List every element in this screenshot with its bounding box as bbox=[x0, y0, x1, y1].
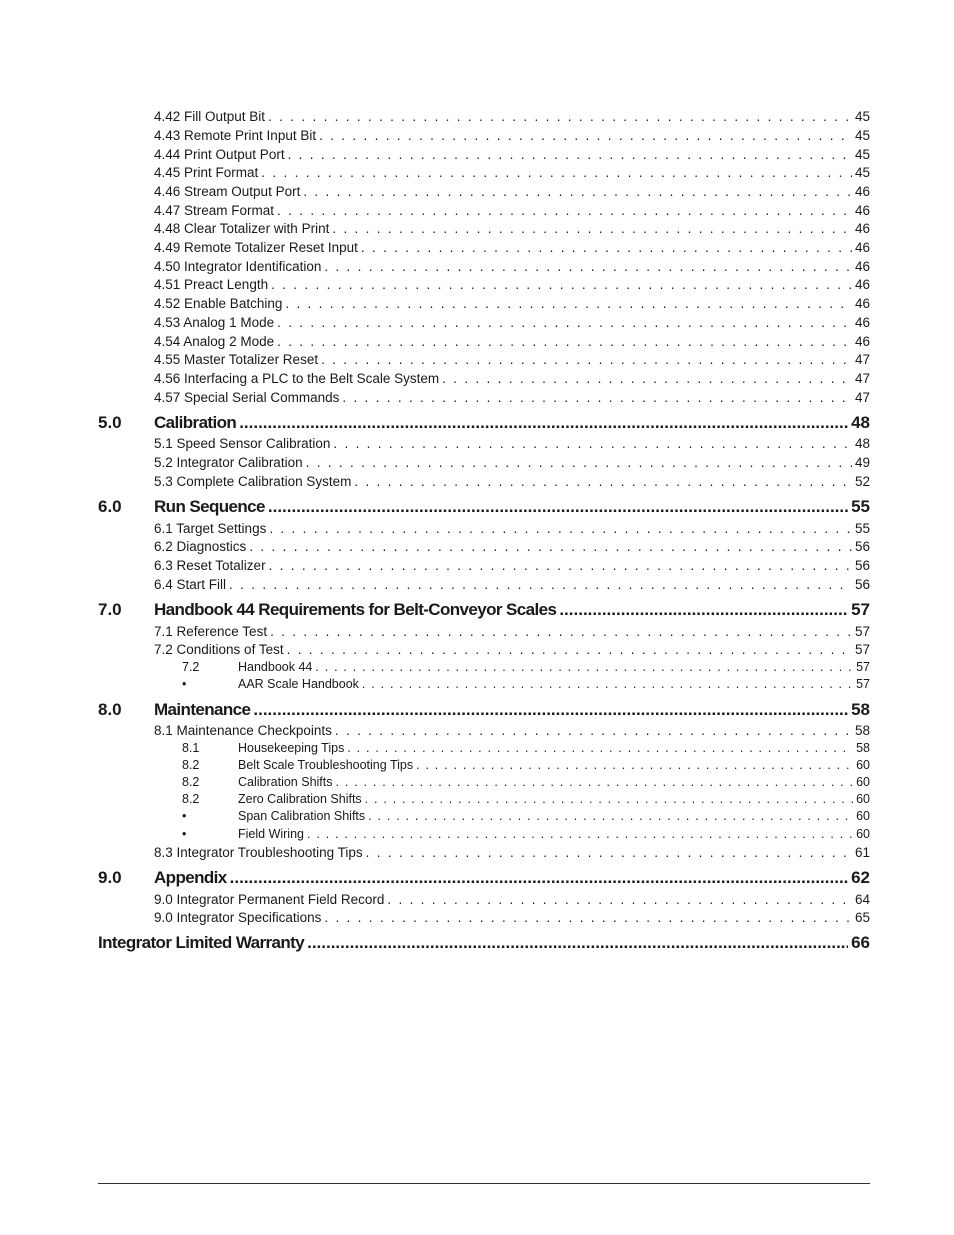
toc-page-number: 46 bbox=[854, 184, 870, 199]
toc-section-entry[interactable] bbox=[154, 908, 870, 927]
toc-page-number: 60 bbox=[856, 792, 870, 806]
toc-page-number: 56 bbox=[854, 539, 870, 554]
toc-entry-title: AAR Scale Handbook bbox=[238, 677, 359, 691]
toc-page-number: 48 bbox=[854, 436, 870, 451]
toc-section-entry[interactable] bbox=[154, 472, 870, 491]
toc-entry-number: 7.0 bbox=[98, 600, 122, 619]
toc-entry-title: Belt Scale Troubleshooting Tips bbox=[238, 758, 414, 772]
toc-page-number: 64 bbox=[854, 892, 870, 907]
toc-page-number: 45 bbox=[854, 147, 870, 162]
toc-entry-title: 5.1 Speed Sensor Calibration bbox=[154, 436, 331, 451]
toc-section-entry[interactable] bbox=[154, 369, 870, 388]
toc-page-number: 45 bbox=[854, 128, 870, 143]
dot-leader bbox=[287, 640, 852, 659]
toc-entry-title: 4.55 Master Totalizer Reset bbox=[154, 352, 319, 367]
toc-entry-number: • bbox=[182, 677, 187, 691]
dot-leader bbox=[268, 495, 848, 519]
toc-entry-title: Maintenance bbox=[154, 700, 251, 719]
toc-page-number: 46 bbox=[854, 240, 870, 255]
toc-entry-title: Appendix bbox=[154, 868, 227, 887]
toc-entry-title: 4.54 Analog 2 Mode bbox=[154, 334, 275, 349]
toc-page-number: 57 bbox=[856, 660, 870, 674]
toc-entry-title: 9.0 Integrator Specifications bbox=[154, 910, 322, 925]
toc-section-entry[interactable] bbox=[154, 556, 870, 575]
toc-section-entry[interactable] bbox=[154, 163, 870, 182]
dot-leader bbox=[268, 107, 852, 126]
toc-section-entry[interactable] bbox=[182, 757, 870, 774]
dot-leader bbox=[416, 757, 853, 774]
toc-entry-number: • bbox=[182, 809, 187, 823]
dot-leader bbox=[307, 931, 848, 955]
toc-entry-number: • bbox=[182, 827, 187, 841]
toc-page-number: 57 bbox=[856, 677, 870, 691]
dot-leader bbox=[277, 201, 852, 220]
dot-leader bbox=[368, 808, 853, 825]
toc-entry-title: 7.2 Conditions of Test bbox=[154, 642, 284, 657]
toc-entry-number: 8.1 bbox=[182, 741, 200, 755]
toc-entry-title: 9.0 Integrator Permanent Field Record bbox=[154, 892, 385, 907]
toc-chapter-entry[interactable] bbox=[98, 411, 870, 435]
toc-entry-number: 7.2 bbox=[182, 660, 200, 674]
toc-section-entry[interactable] bbox=[154, 622, 870, 641]
toc-page-number: 55 bbox=[854, 521, 870, 536]
toc-page-number: 57 bbox=[854, 642, 870, 657]
toc-page-number: 56 bbox=[854, 577, 870, 592]
toc-entry-title: 6.3 Reset Totalizer bbox=[154, 558, 266, 573]
toc-page-number: 58 bbox=[851, 700, 870, 719]
toc-section-entry[interactable] bbox=[154, 575, 870, 594]
toc-page-number: 45 bbox=[854, 165, 870, 180]
toc-entry-title: 5.3 Complete Calibration System bbox=[154, 474, 352, 489]
toc-section-entry[interactable] bbox=[154, 201, 870, 220]
toc-page-number: 45 bbox=[854, 109, 870, 124]
toc-entry-title: 8.1 Maintenance Checkpoints bbox=[154, 723, 332, 738]
toc-page-number: 57 bbox=[854, 624, 870, 639]
dot-leader bbox=[315, 659, 853, 676]
toc-page-number: 46 bbox=[854, 221, 870, 236]
toc-page-number: 46 bbox=[854, 315, 870, 330]
dot-leader bbox=[559, 598, 848, 622]
dot-leader bbox=[366, 843, 852, 862]
dot-leader bbox=[253, 698, 848, 722]
toc-entry-number: 5.0 bbox=[98, 413, 122, 432]
toc-entry-title: Calibration Shifts bbox=[238, 775, 333, 789]
dot-leader bbox=[271, 275, 852, 294]
toc-page-number: 55 bbox=[851, 497, 870, 516]
toc-section-entry[interactable] bbox=[182, 774, 870, 791]
toc-page-number: 46 bbox=[854, 334, 870, 349]
footer-rule bbox=[98, 1183, 870, 1184]
toc-section-entry[interactable] bbox=[154, 843, 870, 862]
toc-entry-title: 6.1 Target Settings bbox=[154, 521, 267, 536]
toc-entry-title: 4.57 Special Serial Commands bbox=[154, 390, 340, 405]
dot-leader bbox=[342, 388, 852, 407]
toc-entry-number: 8.2 bbox=[182, 792, 200, 806]
toc-section-entry[interactable] bbox=[154, 537, 870, 556]
toc-page-number: 57 bbox=[851, 600, 870, 619]
toc-section-entry[interactable] bbox=[154, 257, 870, 276]
dot-leader bbox=[249, 537, 852, 556]
toc-page-number: 65 bbox=[854, 910, 870, 925]
toc-entry-title: Calibration bbox=[154, 413, 237, 432]
toc-entry-title: 4.51 Preact Length bbox=[154, 277, 269, 292]
dot-leader bbox=[269, 519, 852, 538]
toc-page-number: 62 bbox=[851, 868, 870, 887]
dot-leader bbox=[335, 721, 852, 740]
toc-section-entry[interactable] bbox=[154, 182, 870, 201]
toc-entry-title: 4.46 Stream Output Port bbox=[154, 184, 301, 199]
toc-page-number: 66 bbox=[851, 933, 870, 952]
toc-entry-title: Handbook 44 Requirements for Belt-Conveyor Scales bbox=[154, 600, 557, 619]
toc-section-entry[interactable] bbox=[182, 740, 870, 757]
toc-entry-title: Zero Calibration Shifts bbox=[238, 792, 362, 806]
dot-leader bbox=[277, 332, 852, 351]
toc-entry-title: 4.56 Interfacing a PLC to the Belt Scale System bbox=[154, 371, 440, 386]
toc-section-entry[interactable] bbox=[182, 826, 870, 843]
toc-entry-number: 9.0 bbox=[98, 868, 122, 887]
dot-leader bbox=[347, 740, 853, 757]
toc-page-number: 47 bbox=[854, 352, 870, 367]
toc-entry-title: 4.53 Analog 1 Mode bbox=[154, 315, 275, 330]
toc-page-number: 58 bbox=[854, 723, 870, 738]
toc-entry-title: Span Calibration Shifts bbox=[238, 809, 366, 823]
toc-entry-title: 7.1 Reference Test bbox=[154, 624, 268, 639]
dot-leader bbox=[321, 350, 852, 369]
toc-page-number: 56 bbox=[854, 558, 870, 573]
toc-entry-title: 4.42 Fill Output Bit bbox=[154, 109, 266, 124]
toc-page-number: 60 bbox=[856, 758, 870, 772]
dot-leader bbox=[229, 575, 852, 594]
toc-entry-number: 6.0 bbox=[98, 497, 122, 516]
toc-entry-number: 8.2 bbox=[182, 775, 200, 789]
toc-section-entry[interactable] bbox=[154, 434, 870, 453]
toc-page-number: 60 bbox=[856, 809, 870, 823]
toc-section-entry[interactable] bbox=[154, 107, 870, 126]
toc-entry-title: 5.2 Integrator Calibration bbox=[154, 455, 303, 470]
toc-page-number: 46 bbox=[854, 203, 870, 218]
dot-leader bbox=[442, 369, 852, 388]
toc-section-entry[interactable] bbox=[154, 350, 870, 369]
dot-leader bbox=[230, 866, 848, 890]
toc-section-entry[interactable] bbox=[154, 219, 870, 238]
dot-leader bbox=[365, 791, 853, 808]
dot-leader bbox=[387, 890, 852, 909]
dot-leader bbox=[285, 294, 852, 313]
dot-leader bbox=[277, 313, 852, 332]
toc-section-entry[interactable] bbox=[154, 519, 870, 538]
dot-leader bbox=[324, 908, 852, 927]
toc-section-entry[interactable] bbox=[182, 808, 870, 825]
dot-leader bbox=[333, 434, 852, 453]
toc-page-number: 47 bbox=[854, 390, 870, 405]
toc-entry-title: 4.43 Remote Print Input Bit bbox=[154, 128, 317, 143]
toc-page-number: 60 bbox=[856, 775, 870, 789]
toc-section-entry[interactable] bbox=[154, 294, 870, 313]
toc-entry-title: Housekeeping Tips bbox=[238, 741, 345, 755]
toc-entry-title: Run Sequence bbox=[154, 497, 265, 516]
toc-chapter-entry[interactable] bbox=[98, 598, 870, 622]
dot-leader bbox=[306, 453, 852, 472]
dot-leader bbox=[332, 219, 852, 238]
toc-entry-title: Integrator Limited Warranty bbox=[98, 933, 305, 952]
toc-entry-title: 6.4 Start Fill bbox=[154, 577, 227, 592]
toc-section-entry[interactable] bbox=[154, 388, 870, 407]
dot-leader bbox=[270, 622, 852, 641]
toc-section-entry[interactable] bbox=[182, 676, 870, 693]
toc-entry-title: 4.45 Print Format bbox=[154, 165, 259, 180]
toc-entry-title: 4.50 Integrator Identification bbox=[154, 259, 322, 274]
dot-leader bbox=[269, 556, 852, 575]
toc-entry-number: 8.2 bbox=[182, 758, 200, 772]
toc-entry-title: 4.49 Remote Totalizer Reset Input bbox=[154, 240, 358, 255]
dot-leader bbox=[303, 182, 852, 201]
toc-section-entry[interactable] bbox=[154, 332, 870, 351]
toc-page-number: 58 bbox=[856, 741, 870, 755]
toc-page-number: 52 bbox=[854, 474, 870, 489]
toc-page-number: 46 bbox=[854, 296, 870, 311]
toc-section-entry[interactable] bbox=[182, 791, 870, 808]
dot-leader bbox=[261, 163, 852, 182]
toc-page-number: 46 bbox=[854, 259, 870, 274]
toc-entry-title: 4.52 Enable Batching bbox=[154, 296, 283, 311]
dot-leader bbox=[336, 774, 854, 791]
toc-page-number: 49 bbox=[854, 455, 870, 470]
toc-entry-title: 4.48 Clear Totalizer with Print bbox=[154, 221, 330, 236]
dot-leader bbox=[288, 145, 852, 164]
toc-entry-number: 8.0 bbox=[98, 700, 122, 719]
toc-entry-title: 8.3 Integrator Troubleshooting Tips bbox=[154, 845, 363, 860]
toc-section-entry[interactable] bbox=[154, 640, 870, 659]
toc-chapter-entry[interactable] bbox=[98, 698, 870, 722]
dot-leader bbox=[307, 826, 853, 843]
toc-chapter-entry[interactable] bbox=[98, 866, 870, 890]
dot-leader bbox=[354, 472, 852, 491]
toc-section-entry[interactable] bbox=[154, 721, 870, 740]
toc-section-entry[interactable] bbox=[154, 275, 870, 294]
toc-page-number: 47 bbox=[854, 371, 870, 386]
toc-page-number: 46 bbox=[854, 277, 870, 292]
dot-leader bbox=[361, 238, 852, 257]
dot-leader bbox=[362, 676, 853, 693]
toc-entry-title: 4.44 Print Output Port bbox=[154, 147, 285, 162]
toc-entry-title: 6.2 Diagnostics bbox=[154, 539, 247, 554]
toc-page-number: 48 bbox=[851, 413, 870, 432]
toc-entry-title: 4.47 Stream Format bbox=[154, 203, 275, 218]
toc-section-entry[interactable] bbox=[154, 453, 870, 472]
toc-page-number: 61 bbox=[854, 845, 870, 860]
dot-leader bbox=[319, 126, 852, 145]
toc-section-entry[interactable] bbox=[154, 145, 870, 164]
toc-section-entry[interactable] bbox=[182, 659, 870, 676]
toc-section-entry[interactable] bbox=[154, 238, 870, 257]
toc-page-number: 60 bbox=[856, 827, 870, 841]
toc-section-entry[interactable] bbox=[154, 313, 870, 332]
toc-entry-title: Handbook 44 bbox=[238, 660, 313, 674]
toc-entry-title: Field Wiring bbox=[238, 827, 304, 841]
toc-chapter-entry[interactable] bbox=[98, 931, 870, 955]
dot-leader bbox=[239, 411, 848, 435]
dot-leader bbox=[324, 257, 852, 276]
toc-chapter-entry[interactable] bbox=[98, 495, 870, 519]
toc-section-entry[interactable] bbox=[154, 890, 870, 909]
toc-section-entry[interactable] bbox=[154, 126, 870, 145]
